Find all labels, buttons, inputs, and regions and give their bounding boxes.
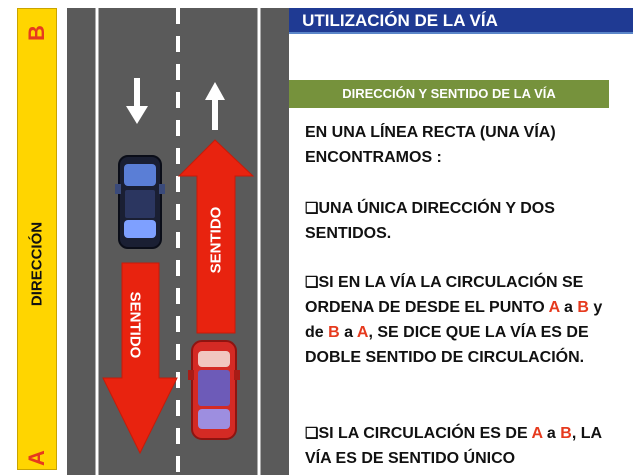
bullet-2-text: , SE DICE QUE LA VÍA ES DE DOBLE SENTIDO DE CIRCULACIÓN.: [305, 324, 589, 366]
bullet-2-text: y de: [305, 299, 603, 341]
bullet-2: [305, 270, 625, 370]
bullet-3: [305, 421, 625, 471]
checkbox-bullet-icon: ❑: [305, 200, 319, 217]
intro-text: EN UNA LÍNEA RECTA (UNA VÍA) ENCONTRAMOS :: [305, 124, 556, 166]
bullet-3-text: a: [542, 425, 561, 442]
point-a-ref: A: [531, 425, 543, 442]
bullet-1-text: UNA ÚNICA DIRECCIÓN Y DOS SENTIDOS.: [305, 200, 555, 242]
point-a-ref: A: [356, 324, 369, 341]
point-b-label: B: [24, 25, 49, 41]
bullet-1: [305, 196, 625, 246]
bullet-3-text: , LA VÍA ES DE SENTIDO ÚNICO: [305, 425, 602, 467]
checkbox-bullet-icon: ❑: [305, 274, 319, 291]
point-b-ref: B: [328, 324, 340, 341]
red-car-icon: [188, 341, 240, 439]
blue-car-icon: [115, 156, 165, 248]
page-title: UTILIZACIÓN DE LA VÍA: [167, 8, 633, 34]
sentido-down-label: SENTIDO: [126, 291, 144, 359]
small-arrow-down-icon: [126, 78, 148, 124]
direction-bar: [17, 8, 57, 470]
bullet-3-text: SI LA CIRCULACIÓN ES DE: [318, 425, 532, 442]
road-illustration: [67, 8, 289, 475]
small-arrow-up-icon: [205, 82, 225, 130]
bullet-2-text: a: [339, 324, 357, 341]
bullet-2-text: a: [559, 299, 578, 316]
point-a-label: A: [24, 450, 49, 466]
checkbox-bullet-icon: ❑: [305, 425, 319, 442]
direction-label: DIRECCIÓN: [28, 221, 46, 307]
point-a-ref: A: [548, 299, 560, 316]
point-b-ref: B: [560, 425, 572, 442]
section-title: DIRECCIÓN Y SENTIDO DE LA VÍA: [289, 80, 609, 108]
sentido-up-label: SENTIDO: [207, 206, 225, 274]
bullet-2-text: SI EN LA VÍA LA CIRCULACIÓN SE ORDENA DE DESDE EL PUNTO: [305, 274, 584, 316]
point-b-ref: B: [577, 299, 589, 316]
